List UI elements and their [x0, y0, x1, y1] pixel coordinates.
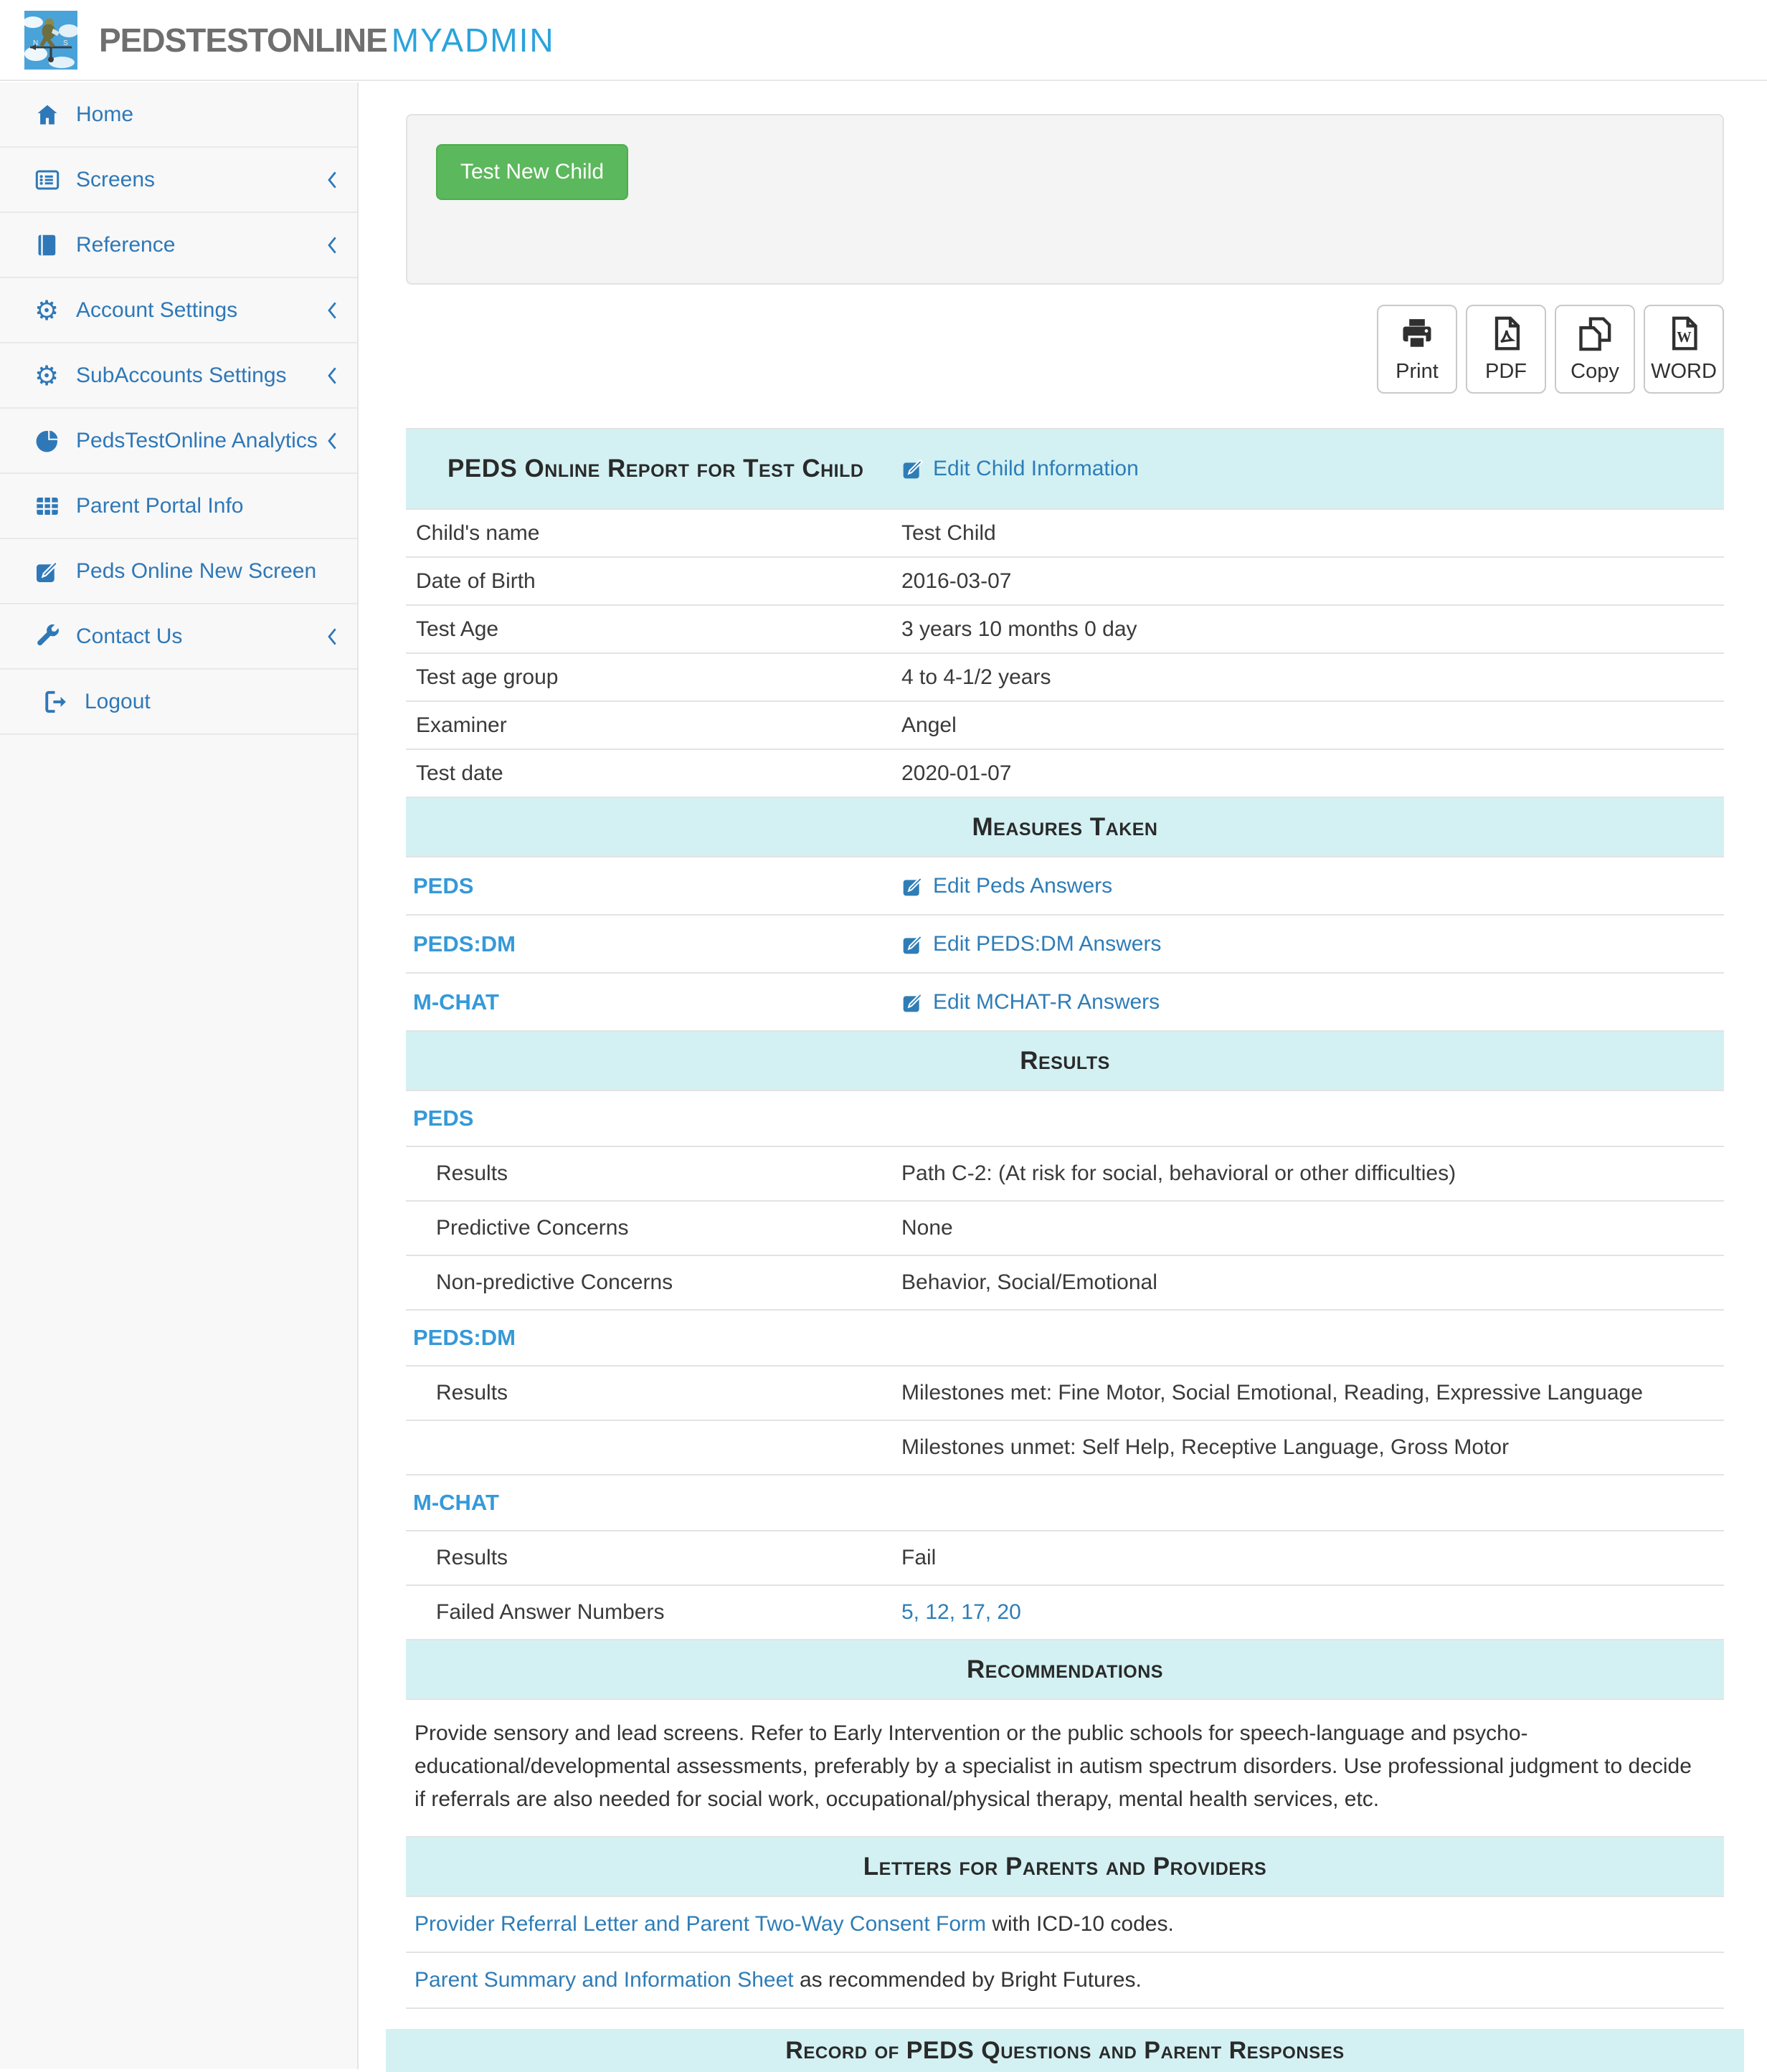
sidebar-item-label: Screens — [76, 167, 156, 191]
chevron-left-icon — [326, 299, 338, 322]
sidebar-item-logout[interactable] — [0, 670, 357, 735]
table-row: Results Milestones met: Fine Motor, Social Emotional, Reading, Expressive Language — [406, 1367, 1724, 1421]
row-value: Test Child — [901, 521, 996, 545]
sidebar-item-peds-online-new-screen[interactable] — [0, 539, 357, 604]
parent-summary-link[interactable]: Parent Summary and Information Sheet — [414, 1968, 794, 1992]
measures-taken-band: Measures Taken — [406, 798, 1724, 857]
table-row: Failed Answer Numbers 5, 12, 17, 20 — [406, 1586, 1724, 1640]
edit-icon — [901, 933, 924, 956]
copy-button[interactable]: Copy — [1555, 305, 1635, 394]
edit-peds-answers-link[interactable]: Edit Peds Answers — [901, 874, 1724, 898]
chevron-left-icon — [326, 625, 338, 648]
edit-icon — [901, 875, 924, 898]
row-label: Test age group — [416, 665, 559, 689]
edit-icon — [34, 559, 76, 584]
row-label: Child's name — [416, 521, 540, 545]
edit-mchatr-answers-link[interactable]: Edit MCHAT-R Answers — [901, 990, 1724, 1014]
pdf-file-icon — [1487, 315, 1525, 354]
test-new-child-button[interactable]: Test New Child — [436, 144, 628, 200]
word-button[interactable]: WORD — [1644, 305, 1724, 394]
table-row: Milestones unmet: Self Help, Receptive Language, Gross Motor — [406, 1421, 1724, 1475]
svg-text:N: N — [33, 39, 39, 47]
screens-icon — [34, 167, 76, 193]
chevron-left-icon — [326, 168, 338, 191]
sidebar-item-analytics[interactable] — [0, 409, 357, 474]
chevron-left-icon — [326, 234, 338, 257]
results-section-peds: PEDS — [406, 1091, 1724, 1147]
sidebar-item-account-settings[interactable] — [0, 278, 357, 343]
sidebar-item-label: Contact Us — [76, 624, 183, 648]
recommendations-band: Recommendations — [406, 1640, 1724, 1700]
print-button[interactable]: Print — [1377, 305, 1457, 394]
app-header — [0, 0, 1767, 81]
row-label: Date of Birth — [416, 569, 536, 593]
print-icon — [1398, 315, 1436, 354]
row-value: Angel — [901, 713, 957, 737]
sidebar-item-label: Account Settings — [76, 298, 238, 322]
sidebar-item-parent-portal-info[interactable] — [0, 474, 357, 539]
chevron-left-icon — [326, 429, 338, 452]
measure-row-peds — [406, 857, 1724, 916]
gear-icon: ⚙ — [34, 294, 60, 326]
sidebar-item-home[interactable] — [0, 82, 357, 148]
sidebar-item-label: Logout — [85, 689, 151, 713]
sidebar-item-label: Home — [76, 102, 134, 126]
sidebar-item-subaccounts-settings[interactable] — [0, 343, 357, 409]
row-label: Test date — [416, 761, 503, 785]
report-title: PEDS Online Report for Test Child — [447, 455, 864, 483]
table-row — [406, 750, 1724, 798]
row-value: 2016-03-07 — [901, 569, 1012, 593]
edit-icon — [901, 457, 924, 480]
home-icon — [34, 102, 76, 128]
chevron-left-icon — [326, 364, 338, 387]
sidebar-item-label: Reference — [76, 232, 176, 257]
provider-referral-letter-row: Provider Referral Letter and Parent Two-Way Consent Form with ICD-10 codes. — [406, 1897, 1724, 1953]
sidebar-item-label: PedsTestOnline Analytics — [76, 428, 318, 452]
table-row — [406, 558, 1724, 606]
recommendations-row — [406, 1700, 1724, 1838]
edit-child-information-link[interactable]: Edit Child Information — [901, 457, 1724, 481]
edit-icon — [901, 991, 924, 1014]
measure-name: PEDS — [413, 873, 474, 898]
sidebar-item-label: Parent Portal Info — [76, 493, 244, 518]
export-toolbar — [406, 305, 1724, 394]
table-row: Predictive Concerns None — [406, 1202, 1724, 1256]
copy-icon — [1576, 315, 1614, 354]
main-content — [360, 81, 1767, 2072]
record-section-header: Record of PEDS Questions and Parent Responses — [386, 2029, 1744, 2072]
failed-answer-numbers-link[interactable]: 5, 12, 17, 20 — [901, 1600, 1021, 1624]
pdf-button[interactable]: PDF — [1466, 305, 1546, 394]
measure-row-mchat — [406, 974, 1724, 1032]
word-file-icon — [1665, 315, 1702, 354]
book-icon — [34, 232, 76, 258]
sidebar — [0, 82, 359, 2069]
svg-text:S: S — [63, 39, 68, 47]
measure-name: PEDS:DM — [413, 931, 516, 956]
recommendations-text: Provide sensory and lead screens. Refer to Early Intervention or the public schools for speech-language and psycho-educational/developmental assessments, preferably by a specialist in autism spectrum disorders. Use professional judgment to decide if referrals are also needed for social work, occupational/physical therapy, mental health services, etc. — [414, 1721, 1692, 1811]
table-icon — [34, 493, 76, 519]
results-section-mchat: M-CHAT — [406, 1475, 1724, 1531]
row-value: 2020-01-07 — [901, 761, 1012, 785]
row-value: 3 years 10 months 0 day — [901, 617, 1137, 641]
gear-icon: ⚙ — [34, 359, 60, 391]
sidebar-item-reference[interactable] — [0, 213, 357, 278]
measure-row-pedsdm — [406, 916, 1724, 974]
table-row: Non-predictive Concerns Behavior, Social/Emotional — [406, 1256, 1724, 1311]
sidebar-item-label: Peds Online New Screen — [76, 559, 317, 583]
table-row: Results Fail — [406, 1531, 1724, 1586]
results-band: Results — [406, 1032, 1724, 1091]
brand-primary: PEDSTESTONLINE — [99, 21, 387, 59]
report-header-band — [406, 429, 1724, 510]
table-row — [406, 654, 1724, 702]
sidebar-item-contact-us[interactable] — [0, 604, 357, 670]
table-row — [406, 702, 1724, 750]
site-logo — [24, 11, 77, 70]
wrench-icon — [34, 624, 76, 650]
brand-secondary: MYADMIN — [391, 21, 555, 59]
letters-band: Letters for Parents and Providers — [406, 1838, 1724, 1897]
parent-summary-row: Parent Summary and Information Sheet as recommended by Bright Futures. — [406, 1953, 1724, 2009]
row-label: Examiner — [416, 713, 507, 737]
table-row — [406, 606, 1724, 654]
report-table — [406, 428, 1724, 2009]
provider-referral-letter-link[interactable]: Provider Referral Letter and Parent Two-Way Consent Form — [414, 1912, 986, 1936]
test-new-child-panel — [406, 114, 1724, 285]
logout-icon — [43, 689, 85, 715]
sidebar-item-label: SubAccounts Settings — [76, 363, 287, 387]
results-section-pedsdm: PEDS:DM — [406, 1311, 1724, 1367]
table-row — [406, 510, 1724, 558]
sidebar-item-screens[interactable] — [0, 148, 357, 213]
table-row: Results Path C-2: (At risk for social, behavioral or other difficulties) — [406, 1147, 1724, 1202]
measure-name: M-CHAT — [413, 989, 499, 1014]
brand — [99, 21, 555, 60]
row-label: Test Age — [416, 617, 499, 641]
edit-pedsdm-answers-link[interactable]: Edit PEDS:DM Answers — [901, 932, 1724, 956]
row-value: 4 to 4-1/2 years — [901, 665, 1051, 689]
pie-chart-icon — [34, 428, 76, 454]
